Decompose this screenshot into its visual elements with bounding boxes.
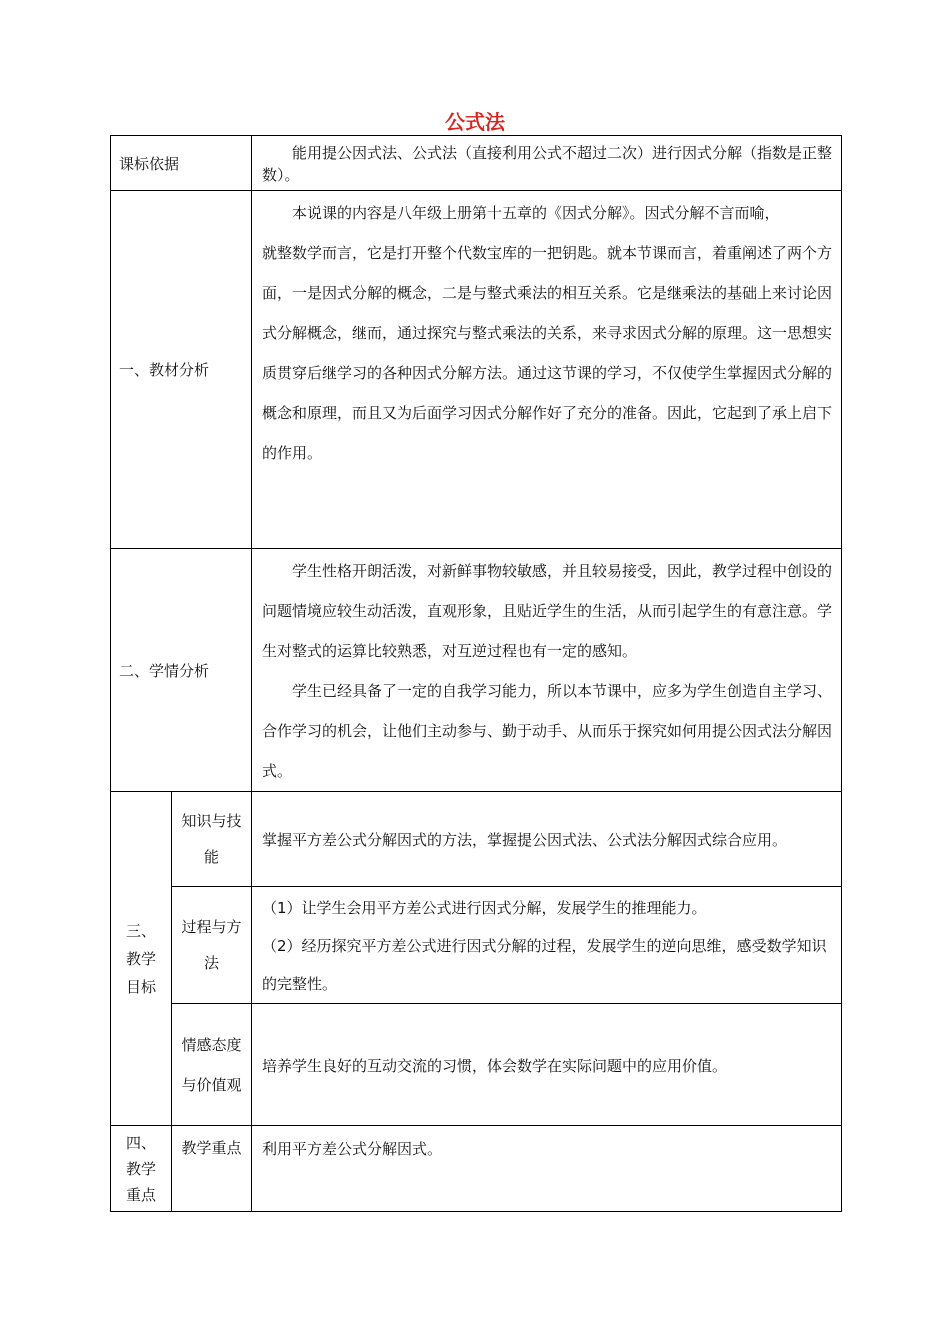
curriculum-cell xyxy=(252,136,842,191)
students-cell xyxy=(252,549,842,792)
row-goals-process xyxy=(111,887,842,1004)
textbook-line2: 就整数学而言，它是打开整个代数宝库的一把钥匙。就本节课而言，着重阐述了两个方面，一是因式分解的概念，二是与整式乘法的相互关系。它是继乘法的基础上来讨论因式分解概念，继而，通过探究与整式乘法的关系，来寻求因式分解的原理。这一思想实质贯穿后继学习的各种因式分解方法。通过这节课的学习，不仅使学生掌握因式分解的概念和原理，而且又为后面学习因式分解作好了充分的准备。因此，它起到了承上启下的作用。 xyxy=(262,244,833,462)
row-goals-emotion xyxy=(111,1004,842,1126)
students-para2: 学生已经具备了一定的自我学习能力，所以本节课中，应多为学生创造自主学习、合作学习的机会，让他们主动参与、勤于动手、从而乐于探究如何用提公因式法分解因式。 xyxy=(262,682,833,780)
document-title: 公式法 xyxy=(445,110,505,134)
row-goals-knowledge xyxy=(111,792,842,887)
row-textbook xyxy=(111,191,842,549)
process-cell xyxy=(252,887,842,1004)
emotion-cell xyxy=(252,1004,842,1126)
row-students xyxy=(111,549,842,792)
knowledge-cell xyxy=(252,792,842,887)
keypoint-label: 四、教学重点 xyxy=(111,1126,172,1212)
emotion-text: 培养学生良好的互动交流的习惯，体会数学在实际问题中的应用价值。 xyxy=(262,1056,728,1075)
keypoint-cell xyxy=(252,1126,842,1212)
knowledge-text: 掌握平方差公式分解因式的方法，掌握提公因式法、公式法分解因式综合应用。 xyxy=(262,831,788,849)
goals-label: 三、教学目标 xyxy=(111,792,172,1126)
emotion-label: 情感态度与价值观 xyxy=(172,1004,252,1126)
row-curriculum xyxy=(111,136,842,191)
process-item1: （1）让学生会用平方差公式进行因式分解，发展学生的推理能力。 xyxy=(262,899,707,917)
row-keypoint xyxy=(111,1126,842,1212)
students-label: 二、学情分析 xyxy=(111,549,252,792)
knowledge-label: 知识与技能 xyxy=(172,792,252,887)
textbook-cell xyxy=(252,191,842,549)
students-para1: 学生性格开朗活泼，对新鲜事物较敏感，并且较易接受，因此，教学过程中创设的问题情境应较生动活泼，直观形象，且贴近学生的生活，从而引起学生的有意注意。学生对整式的运算比较熟悉，对互逆过程也有一定的感知。 xyxy=(262,562,833,660)
keypoint-text: 利用平方差公式分解因式。 xyxy=(262,1140,443,1158)
textbook-line1: 本说课的内容是八年级上册第十五章的《因式分解》。因式分解不言而喻， xyxy=(292,204,780,222)
process-item2: （2）经历探究平方差公式进行因式分解的过程，发展学生的逆向思维，感受数学知识的完整性。 xyxy=(262,937,827,993)
curriculum-label: 课标依据 xyxy=(111,136,252,191)
keypoint-sublabel: 教学重点 xyxy=(172,1126,252,1212)
curriculum-text: 能用提公因式法、公式法（直接利用公式不超过二次）进行因式分解（指数是正整数）。 xyxy=(262,144,833,184)
lesson-plan-table xyxy=(110,135,842,1212)
process-label: 过程与方法 xyxy=(172,887,252,1004)
textbook-label: 一、教材分析 xyxy=(111,191,252,549)
